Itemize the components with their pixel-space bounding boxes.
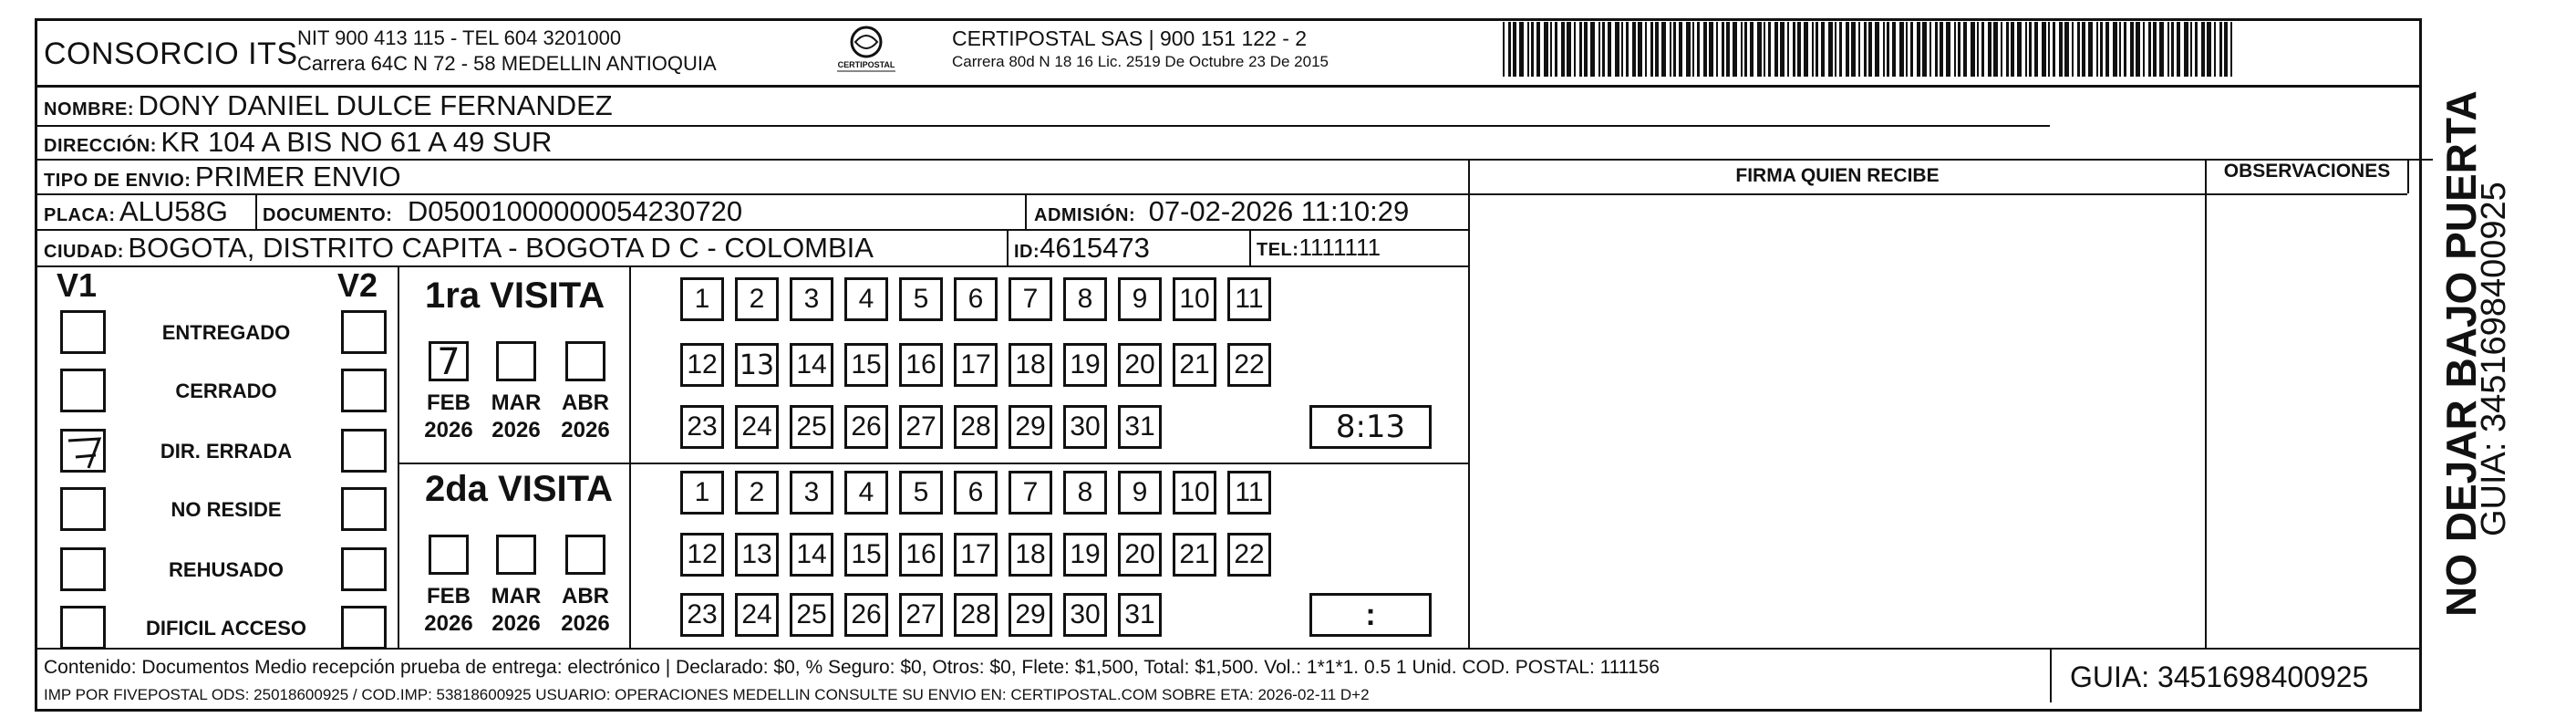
barcode-bar bbox=[2171, 22, 2174, 77]
day-cell[interactable]: 21 bbox=[1173, 343, 1216, 387]
barcode-bar bbox=[1935, 22, 1938, 77]
day-cell[interactable]: 1 bbox=[680, 277, 724, 321]
day-cell[interactable]: 10 bbox=[1173, 471, 1216, 515]
barcode-bar bbox=[1733, 22, 1737, 77]
barcode-bar bbox=[1598, 22, 1600, 77]
barcode-bar bbox=[1922, 22, 1927, 77]
tipo-envio-row bbox=[44, 161, 401, 193]
day-cell[interactable]: 28 bbox=[954, 593, 998, 637]
barcode-bar bbox=[2214, 22, 2216, 77]
barcode-bar bbox=[1555, 22, 1557, 77]
month-label: ABR bbox=[562, 390, 609, 415]
year-label: 2026 bbox=[424, 418, 473, 442]
day-cell[interactable]: 22 bbox=[1227, 533, 1271, 577]
barcode-bar bbox=[1661, 22, 1666, 77]
day-cell[interactable]: 18 bbox=[1009, 343, 1052, 387]
observaciones-divider bbox=[2205, 159, 2207, 648]
second-visit-title: 2da VISITA bbox=[425, 469, 613, 509]
footer-contents: Contenido: Documentos Medio recepción prueba de entrega: electrónico | Declarado: $0, % Seguro: $0, Otros: $0, Flete: $1,500, Total: $1,500. Vol.: 1*1*1. 0.5 1 Unid. COD. POSTAL: 111156 bbox=[44, 657, 1660, 678]
barcode-bar bbox=[1726, 22, 1730, 77]
row-divider bbox=[1468, 193, 2407, 195]
barcode-bar bbox=[1561, 22, 1565, 77]
barcode-bar bbox=[1887, 22, 1889, 77]
direccion-row bbox=[44, 126, 552, 159]
barcode-bar bbox=[2195, 22, 2198, 77]
day-cell[interactable]: 27 bbox=[899, 593, 943, 637]
admision-value: 07-02-2026 11:10:29 bbox=[1148, 195, 1410, 227]
barcode-bar bbox=[1632, 22, 1636, 77]
day-cell[interactable]: 17 bbox=[954, 533, 998, 577]
barcode-bar bbox=[2042, 22, 2046, 77]
barcode-bar bbox=[2077, 22, 2080, 77]
barcode-bar bbox=[1741, 22, 1743, 77]
barcode-bar bbox=[2025, 22, 2027, 77]
cell-divider bbox=[1025, 193, 1027, 229]
status-v2-checkbox[interactable] bbox=[341, 547, 387, 591]
status-v2-checkbox[interactable] bbox=[341, 487, 387, 531]
day-cell[interactable]: 16 bbox=[899, 343, 943, 387]
status-label: NO RESIDE bbox=[171, 498, 282, 521]
status-v2-checkbox[interactable] bbox=[341, 429, 387, 473]
day-cell[interactable]: 9 bbox=[1118, 471, 1162, 515]
barcode-bar bbox=[2167, 22, 2169, 77]
barcode-bar bbox=[1744, 22, 1747, 77]
status-label: ENTREGADO bbox=[161, 321, 291, 344]
barcode-bar bbox=[2153, 22, 2157, 77]
day-cell[interactable]: 21 bbox=[1173, 533, 1216, 577]
barcode-bar bbox=[1716, 22, 1718, 77]
day-cell[interactable]: 6 bbox=[954, 277, 998, 321]
barcode-bar bbox=[1722, 22, 1724, 77]
nombre-row bbox=[44, 89, 613, 122]
direccion-label: DIRECCIÓN: bbox=[44, 136, 157, 156]
tipo-label: TIPO DE ENVIO: bbox=[44, 171, 191, 191]
year-label: 2026 bbox=[561, 611, 610, 636]
barcode-bar bbox=[1981, 22, 1984, 77]
id-cell bbox=[1014, 232, 1150, 265]
year-label: 2026 bbox=[491, 611, 541, 636]
barcode-bar bbox=[1655, 22, 1659, 77]
day-cell[interactable]: 24 bbox=[735, 593, 779, 637]
barcode-bar bbox=[1638, 22, 1642, 77]
barcode-bar bbox=[1531, 22, 1534, 77]
barcode-bar bbox=[2224, 22, 2228, 77]
month-checkbox[interactable] bbox=[496, 535, 536, 575]
months-divider bbox=[629, 265, 631, 648]
day-cell[interactable]: 17 bbox=[954, 343, 998, 387]
status-v2-checkbox[interactable] bbox=[341, 369, 387, 412]
barcode-bar bbox=[1757, 22, 1762, 77]
nombre-value: DONY DANIEL DULCE FERNANDEZ bbox=[138, 89, 613, 121]
day-cell[interactable]: 13 bbox=[735, 343, 779, 387]
day-cell[interactable]: 11 bbox=[1227, 277, 1271, 321]
barcode-bar bbox=[1621, 22, 1623, 77]
firma-header: FIRMA QUIEN RECIBE bbox=[1735, 165, 1940, 186]
status-v2-checkbox[interactable] bbox=[341, 606, 387, 650]
barcode-bar bbox=[1774, 22, 1778, 77]
row-divider bbox=[35, 229, 1468, 231]
day-cell[interactable]: 3 bbox=[790, 471, 833, 515]
barcode-bar bbox=[1686, 22, 1691, 77]
day-cell[interactable]: 7 bbox=[1009, 471, 1052, 515]
barcode-bar bbox=[2029, 22, 2032, 77]
day-cell[interactable]: 8 bbox=[1063, 471, 1107, 515]
side-guia: GUIA: 3451698400925 bbox=[2475, 182, 2513, 536]
barcode-bar bbox=[1892, 22, 1896, 77]
month-label: ABR bbox=[562, 584, 609, 608]
footer-guia: GUIA: 3451698400925 bbox=[2070, 660, 2369, 693]
tel-cell bbox=[1257, 234, 1381, 262]
barcode-bar bbox=[1954, 22, 1956, 77]
barcode-bar bbox=[1697, 22, 1700, 77]
barcode-bar bbox=[1602, 22, 1605, 77]
barcode-bar bbox=[1626, 22, 1629, 77]
ciudad-value: BOGOTA, DISTRITO CAPITA - BOGOTA D C - COLOMBIA bbox=[128, 232, 874, 264]
id-value: 4615473 bbox=[1040, 232, 1150, 264]
barcode-bar bbox=[2130, 22, 2134, 77]
barcode-bar bbox=[1709, 22, 1713, 77]
day-cell[interactable]: 23 bbox=[680, 405, 724, 449]
barcode-bar bbox=[1804, 22, 1808, 77]
month-checkbox[interactable] bbox=[565, 341, 605, 381]
barcode-bar bbox=[2072, 22, 2074, 77]
barcode-bar bbox=[1816, 22, 1818, 77]
barcode-bar bbox=[1764, 22, 1765, 77]
barcode-bar bbox=[1679, 22, 1682, 77]
day-cell[interactable]: 19 bbox=[1063, 343, 1107, 387]
barcode-bar bbox=[1508, 22, 1511, 77]
barcode-bar bbox=[1673, 22, 1676, 77]
status-v1-checkbox[interactable] bbox=[60, 310, 106, 354]
barcode-bar bbox=[1750, 22, 1754, 77]
month-label: MAR bbox=[491, 584, 542, 608]
day-cell[interactable]: 5 bbox=[899, 471, 943, 515]
placa-value: ALU58G bbox=[119, 195, 228, 227]
placa-label: PLACA: bbox=[44, 205, 116, 225]
company-address: Carrera 64C N 72 - 58 MEDELLIN ANTIOQUIA bbox=[297, 52, 717, 75]
day-cell[interactable]: 25 bbox=[790, 405, 833, 449]
status-label: DIR. ERRADA bbox=[160, 440, 293, 463]
day-cell[interactable]: 7 bbox=[1009, 277, 1052, 321]
barcode-bar bbox=[2119, 22, 2121, 77]
day-cell[interactable]: 3 bbox=[790, 277, 833, 321]
day-cell[interactable]: 12 bbox=[680, 533, 724, 577]
cell-divider bbox=[255, 193, 257, 229]
barcode-bar bbox=[1929, 22, 1931, 77]
barcode-bar bbox=[1906, 22, 1908, 77]
day-cell[interactable]: 14 bbox=[790, 343, 833, 387]
barcode-bar bbox=[1503, 22, 1505, 77]
day-cell[interactable]: 31 bbox=[1118, 405, 1162, 449]
barcode-bar bbox=[1963, 22, 1967, 77]
barcode-bar bbox=[1971, 22, 1975, 77]
nombre-label: NOMBRE: bbox=[44, 99, 135, 120]
barcode-bar bbox=[2048, 22, 2050, 77]
barcode-bar bbox=[1883, 22, 1885, 77]
day-cell[interactable]: 30 bbox=[1063, 405, 1107, 449]
day-cell[interactable]: 16 bbox=[899, 533, 943, 577]
company-name: CONSORCIO ITS bbox=[44, 36, 298, 71]
barcode-bar bbox=[1793, 22, 1795, 77]
first-visit-title: 1ra VISITA bbox=[425, 276, 605, 316]
barcode-bar bbox=[2096, 22, 2098, 77]
barcode-bar bbox=[2082, 22, 2085, 77]
day-cell[interactable]: 28 bbox=[954, 405, 998, 449]
day-cell[interactable]: 10 bbox=[1173, 277, 1216, 321]
month-label: MAR bbox=[491, 390, 542, 415]
barcode-bar bbox=[2001, 22, 2002, 77]
status-v1-checkbox[interactable] bbox=[60, 606, 106, 650]
barcode-bar bbox=[2113, 22, 2117, 77]
day-cell[interactable]: 29 bbox=[1009, 593, 1052, 637]
barcode-bar bbox=[1780, 22, 1785, 77]
month-checkbox[interactable] bbox=[565, 535, 605, 575]
day-cell[interactable]: 11 bbox=[1227, 471, 1271, 515]
barcode-bar bbox=[1846, 22, 1849, 77]
day-cell[interactable]: 26 bbox=[844, 593, 888, 637]
day-cell[interactable]: 23 bbox=[680, 593, 724, 637]
barcode-bar bbox=[2148, 22, 2151, 77]
barcode-bar bbox=[1993, 22, 1998, 77]
barcode-bar bbox=[1574, 22, 1576, 77]
v2-header: V2 bbox=[337, 266, 378, 304]
barcode-bar bbox=[1527, 22, 1529, 77]
barcode-bar bbox=[1958, 22, 1960, 77]
day-cell[interactable]: 26 bbox=[844, 405, 888, 449]
tel-label: TEL: bbox=[1257, 240, 1299, 260]
barcode-bar bbox=[2053, 22, 2055, 77]
day-cell[interactable]: 14 bbox=[790, 533, 833, 577]
status-label: DIFICIL ACCESO bbox=[145, 617, 306, 640]
day-cell[interactable]: 12 bbox=[680, 343, 724, 387]
year-label: 2026 bbox=[424, 611, 473, 636]
status-divider bbox=[398, 265, 399, 648]
first-visit-time[interactable]: 8:13 bbox=[1309, 405, 1432, 449]
observaciones-edge bbox=[2407, 159, 2409, 193]
barcode-bar bbox=[1544, 22, 1548, 77]
footer-cell-divider bbox=[2050, 648, 2052, 702]
barcode-bar bbox=[2064, 22, 2069, 77]
barcode-bar bbox=[1946, 22, 1950, 77]
day-cell[interactable]: 25 bbox=[790, 593, 833, 637]
day-cell[interactable]: 1 bbox=[680, 471, 724, 515]
header-divider bbox=[35, 85, 2422, 88]
barcode-bar bbox=[1821, 22, 1825, 77]
barcode-bar bbox=[1977, 22, 1979, 77]
documento-cell bbox=[263, 195, 742, 228]
certipostal-line1: CERTIPOSTAL SAS | 900 151 122 - 2 bbox=[952, 26, 1308, 50]
barcode-bar bbox=[1787, 22, 1789, 77]
day-cell[interactable]: 4 bbox=[844, 471, 888, 515]
barcode-bar bbox=[2219, 22, 2222, 77]
barcode-bar bbox=[2230, 22, 2232, 77]
barcode-bar bbox=[1835, 22, 1836, 77]
company-nit: NIT 900 413 115 - TEL 604 3201000 bbox=[297, 26, 622, 49]
barcode-bar bbox=[2011, 22, 2014, 77]
barcode-bar bbox=[1650, 22, 1653, 77]
barcode-bar bbox=[1768, 22, 1771, 77]
barcode-bar bbox=[1590, 22, 1595, 77]
day-cell[interactable]: 24 bbox=[735, 405, 779, 449]
footer-divider bbox=[35, 648, 2422, 650]
barcode-bar bbox=[1579, 22, 1582, 77]
barcode-bar bbox=[2105, 22, 2109, 77]
barcode-bar bbox=[1567, 22, 1571, 77]
barcode-bar bbox=[1812, 22, 1814, 77]
month-checkbox[interactable] bbox=[496, 341, 536, 381]
barcode-bar bbox=[1828, 22, 1833, 77]
ciudad-label: CIUDAD: bbox=[44, 242, 124, 262]
day-cell[interactable]: 27 bbox=[899, 405, 943, 449]
day-cell[interactable]: 22 bbox=[1227, 343, 1271, 387]
barcode-bar bbox=[1513, 22, 1516, 77]
barcode-bar bbox=[1868, 22, 1872, 77]
id-label: ID: bbox=[1014, 242, 1040, 262]
barcode-bar bbox=[1917, 22, 1920, 77]
month-label: FEB bbox=[427, 390, 471, 415]
barcode-bar bbox=[1851, 22, 1856, 77]
direccion-value: KR 104 A BIS NO 61 A 49 SUR bbox=[160, 126, 553, 158]
barcode-bar bbox=[2017, 22, 2022, 77]
footer-print-info: IMP POR FIVEPOSTAL ODS: 25018600925 / COD.IMP: 53818600925 USUARIO: OPERACIONES MEDELLIN CONSULTE SU ENVIO EN: CERTIPOSTAL.COM SOBRE ETA: 2026-02-11 D+2 bbox=[44, 686, 1370, 703]
day-cell[interactable]: 8 bbox=[1063, 277, 1107, 321]
day-cell[interactable]: 20 bbox=[1118, 343, 1162, 387]
observaciones-header: OBSERVACIONES bbox=[2223, 161, 2391, 182]
certipostal-line2: Carrera 80d N 18 16 Lic. 2519 De Octubre 23 De 2015 bbox=[952, 53, 1329, 70]
barcode-bar bbox=[1536, 22, 1540, 77]
barcode-bar bbox=[1875, 22, 1879, 77]
status-v2-checkbox[interactable] bbox=[341, 310, 387, 354]
documento-label: DOCUMENTO: bbox=[263, 205, 393, 225]
firma-divider bbox=[1468, 159, 1470, 648]
tipo-value: PRIMER ENVIO bbox=[194, 161, 401, 192]
documento-value: D05001000000054230720 bbox=[407, 195, 743, 227]
barcode-bar bbox=[1615, 22, 1619, 77]
barcode-bar bbox=[2159, 22, 2164, 77]
barcode-bar bbox=[1519, 22, 1524, 77]
cell-divider bbox=[1249, 229, 1251, 265]
second-visit-time[interactable]: : bbox=[1309, 593, 1432, 637]
day-cell[interactable]: 2 bbox=[735, 277, 779, 321]
year-label: 2026 bbox=[491, 418, 541, 442]
side-notice: NO DEJAR BAJO PUERTA bbox=[2437, 90, 2485, 617]
day-cell[interactable]: 5 bbox=[899, 277, 943, 321]
day-cell[interactable]: 2 bbox=[735, 471, 779, 515]
v1-header: V1 bbox=[57, 266, 98, 304]
barcode-bar bbox=[1910, 22, 1913, 77]
status-v1-checkbox[interactable] bbox=[60, 369, 106, 412]
day-cell[interactable]: 18 bbox=[1009, 533, 1052, 577]
day-cell[interactable]: 19 bbox=[1063, 533, 1107, 577]
barcode-bar bbox=[2177, 22, 2180, 77]
certipostal-logo-icon bbox=[830, 24, 903, 77]
day-cell[interactable]: 15 bbox=[844, 343, 888, 387]
visit-divider bbox=[398, 463, 1468, 464]
barcode bbox=[1503, 22, 2232, 77]
barcode-bar bbox=[2184, 22, 2188, 77]
barcode-bar bbox=[2207, 22, 2211, 77]
day-cell[interactable]: 4 bbox=[844, 277, 888, 321]
admision-label: ADMISIÓN: bbox=[1034, 205, 1136, 225]
barcode-bar bbox=[2088, 22, 2093, 77]
ciudad-cell bbox=[44, 232, 874, 265]
month-checkbox[interactable] bbox=[429, 535, 469, 575]
barcode-bar bbox=[2100, 22, 2103, 77]
barcode-bar bbox=[1940, 22, 1943, 77]
tel-value: 1111111 bbox=[1298, 234, 1381, 261]
day-cell[interactable]: 29 bbox=[1009, 405, 1052, 449]
barcode-bar bbox=[1645, 22, 1647, 77]
barcode-bar bbox=[1584, 22, 1588, 77]
status-v1-checkbox[interactable] bbox=[60, 487, 106, 531]
barcode-bar bbox=[2201, 22, 2205, 77]
month-checkbox[interactable]: 7 bbox=[429, 341, 469, 381]
barcode-bar bbox=[1864, 22, 1867, 77]
barcode-bar bbox=[2190, 22, 2192, 77]
barcode-bar bbox=[2143, 22, 2145, 77]
day-cell[interactable]: 6 bbox=[954, 471, 998, 515]
day-cell[interactable]: 30 bbox=[1063, 593, 1107, 637]
barcode-bar bbox=[1703, 22, 1707, 77]
status-label: CERRADO bbox=[175, 380, 277, 402]
day-cell[interactable]: 15 bbox=[844, 533, 888, 577]
barcode-bar bbox=[1608, 22, 1611, 77]
day-cell[interactable]: 20 bbox=[1118, 533, 1162, 577]
barcode-bar bbox=[1670, 22, 1671, 77]
barcode-bar bbox=[1797, 22, 1801, 77]
barcode-bar bbox=[2006, 22, 2009, 77]
barcode-bar bbox=[1839, 22, 1842, 77]
day-cell[interactable]: 31 bbox=[1118, 593, 1162, 637]
status-v1-checkbox[interactable] bbox=[60, 547, 106, 591]
row-divider bbox=[35, 265, 1468, 267]
barcode-bar bbox=[1858, 22, 1860, 77]
admision-cell bbox=[1034, 195, 1409, 228]
barcode-bar bbox=[1692, 22, 1694, 77]
barcode-bar bbox=[2059, 22, 2063, 77]
status-v1-checkbox[interactable] bbox=[60, 429, 106, 473]
barcode-bar bbox=[1550, 22, 1552, 77]
placa-cell bbox=[44, 195, 228, 228]
day-cell[interactable]: 9 bbox=[1118, 277, 1162, 321]
barcode-bar bbox=[1899, 22, 1904, 77]
cell-divider bbox=[1007, 229, 1009, 265]
barcode-bar bbox=[2136, 22, 2140, 77]
day-cell[interactable]: 13 bbox=[735, 533, 779, 577]
barcode-bar bbox=[2034, 22, 2038, 77]
barcode-bar bbox=[2124, 22, 2126, 77]
barcode-bar bbox=[1988, 22, 1991, 77]
status-label: REHUSADO bbox=[169, 558, 284, 581]
year-label: 2026 bbox=[561, 418, 610, 442]
logo-text: CERTIPOSTAL bbox=[837, 60, 895, 69]
month-label: FEB bbox=[427, 584, 471, 608]
